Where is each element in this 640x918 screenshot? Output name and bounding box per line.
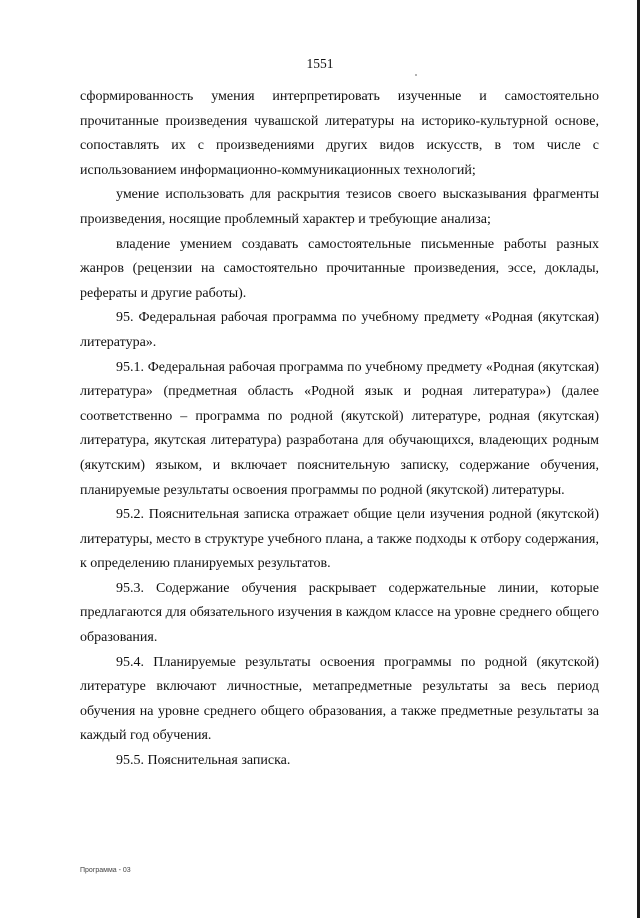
scan-speck (415, 74, 417, 76)
paragraph-9: 95.5. Пояснительная записка. (116, 753, 291, 769)
paragraph-7: 95.3. Содержание обучения раскрывает содержательные линии, которые предлагаются для обязательного изучения в каждом классе на уровне среднего общего образования. (80, 580, 599, 646)
page-number: 1551 (306, 56, 334, 71)
paragraph-8: 95.4. Планируемые результаты освоения программы по родной (якутской) литературе включают личностные, метапредметные результаты за весь период обучения на уровне среднего общего образования, а также предметные результаты за каждый год обучения. (80, 654, 599, 744)
paragraph-4: 95. Федеральная рабочая программа по учебному предмету «Родная (якутская) литература». (80, 310, 599, 350)
paragraph-1: сформированность умения интерпретировать изученные и самостоятельно прочитанные произведения чувашской литературы на историко-культурной основе, сопоставлять их с произведениями других видов искусств, в том числе с использованием информационно-коммуникационных технологий; (80, 89, 599, 178)
footer-label: Программа - 03 (80, 867, 131, 874)
paragraph-6: 95.2. Пояснительная записка отражает общие цели изучения родной (якутской) литературы, место в структуре учебного плана, а также подходы к отбору содержания, к определению планируемых результатов. (80, 507, 599, 572)
paragraph-3: владение умением создавать самостоятельные письменные работы разных жанров (рецензии на самостоятельно прочитанные произведения, эссе, доклады, рефераты и другие работы). (80, 236, 599, 301)
paragraph-5: 95.1. Федеральная рабочая программа по учебному предмету «Родная (якутская) литература» (предметная область «Родной язык и родная литература») (далее соответственно – программа по родной (якутской) литературе, родная (якутская) литература, якутская литература) разработана для обучающихся, владеющих родным (якутским) языком, и включает пояснительную записку, содержание обучения, планируемые результаты освоения программы по родной (якутской) литературы. (80, 359, 599, 498)
paragraph-2: умение использовать для раскрытия тезисов своего высказывания фрагменты произведения, носящие проблемный характер и требующие анализа; (80, 187, 599, 227)
document-body (80, 85, 599, 774)
